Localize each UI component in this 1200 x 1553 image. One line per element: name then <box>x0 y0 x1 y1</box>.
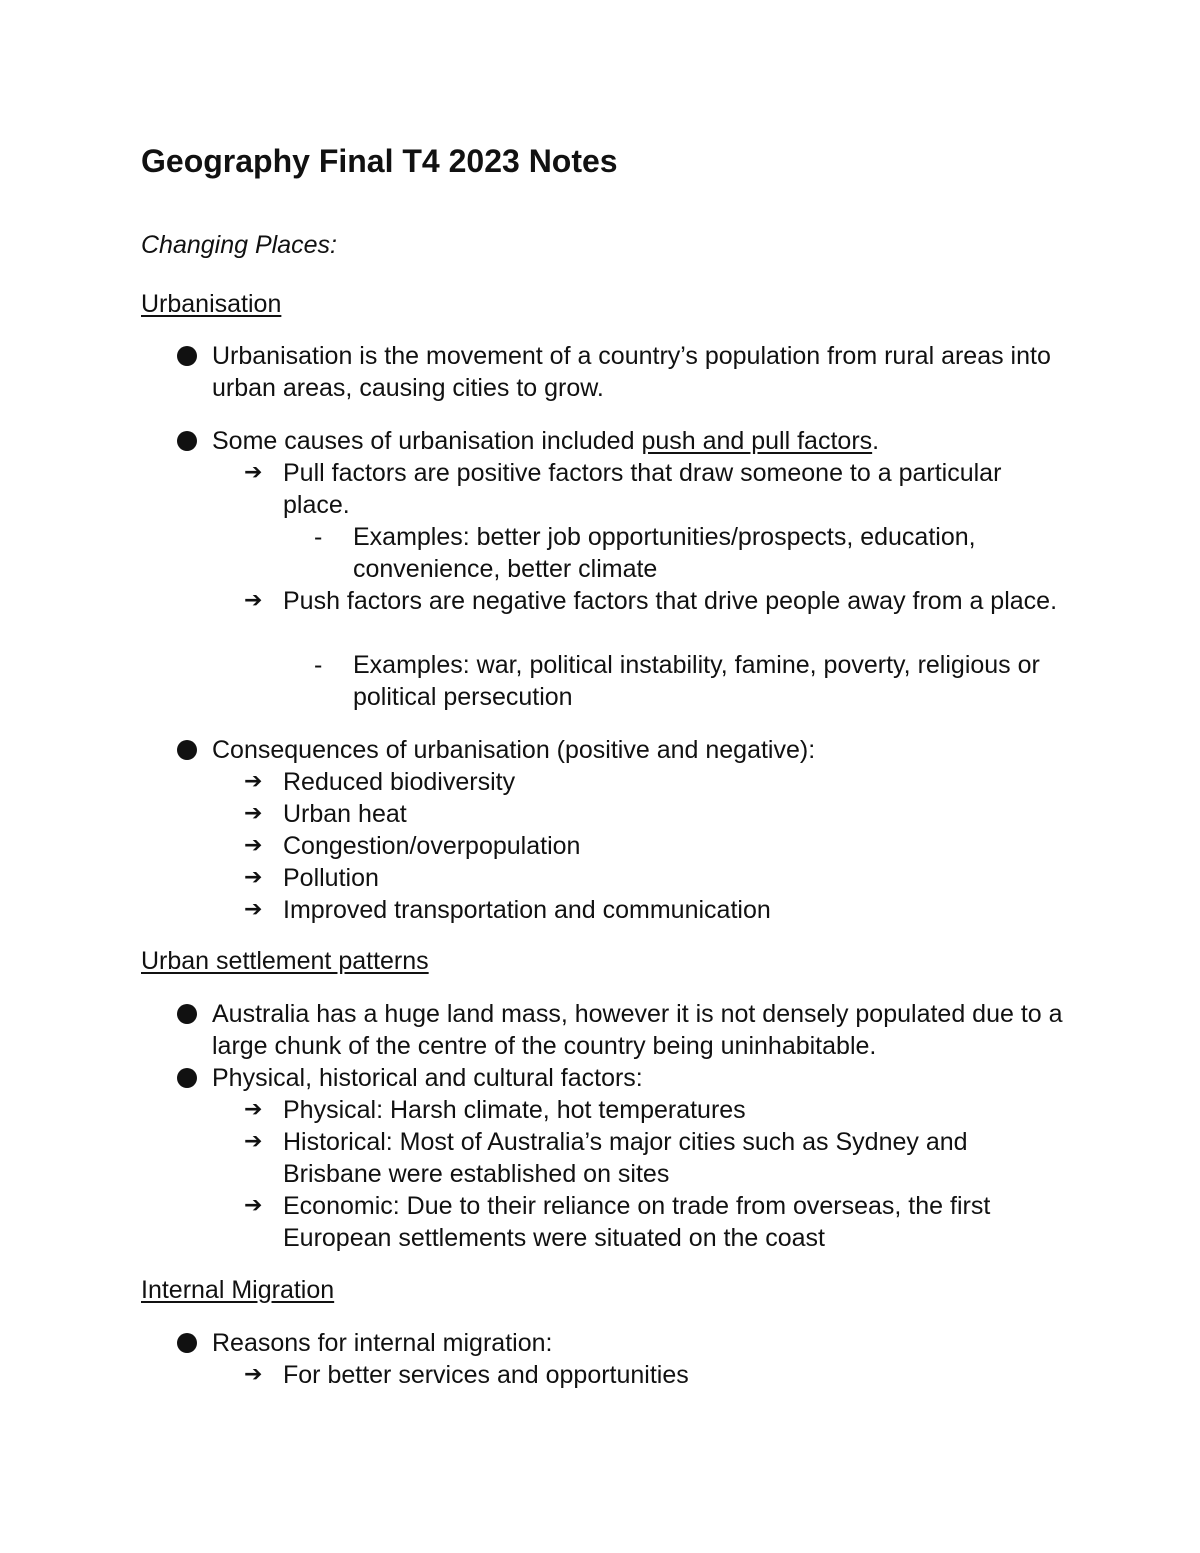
arrow-icon: ➔ <box>244 588 263 613</box>
bullet-icon <box>177 346 197 366</box>
factor-economic: Economic: Due to their reliance on trade from overseas, the first European settlements were situated on the coast <box>283 1192 991 1252</box>
bullet-australia-land-mass: Australia has a huge land mass, however it is not densely populated due to a large chunk of the centre of the country being uninhabitable. <box>212 1000 1063 1060</box>
document-title: Geography Final T4 2023 Notes <box>141 143 618 179</box>
heading-urban-settlement-patterns: Urban settlement patterns <box>141 947 429 975</box>
consequence-item: Congestion/overpopulation <box>283 832 581 860</box>
reason-item: For better services and opportunities <box>283 1361 689 1389</box>
consequence-item: Pollution <box>283 864 379 892</box>
bullet-consequences: Consequences of urbanisation (positive and negative): <box>212 736 816 764</box>
bullet-causes <box>212 425 1072 457</box>
arrow-icon: ➔ <box>244 1193 263 1218</box>
factor-historical: Historical: Most of Australia’s major cities such as Sydney and Brisbane were established on sites <box>283 1128 968 1188</box>
push-examples: Examples: war, political instability, famine, poverty, religious or political persecution <box>353 651 1040 711</box>
arrow-icon: ➔ <box>244 897 263 922</box>
bullet-icon <box>177 1068 197 1088</box>
causes-period: . <box>872 427 880 455</box>
subtitle-changing-places: Changing Places: <box>141 231 337 259</box>
bullet-icon <box>177 1004 197 1024</box>
sub-pull-factors: Pull factors are positive factors that draw someone to a particular place. <box>283 459 1002 519</box>
arrow-icon: ➔ <box>244 833 263 858</box>
dash-icon: - <box>314 523 323 551</box>
factor-physical: Physical: Harsh climate, hot temperatures <box>283 1096 746 1124</box>
bullet-icon <box>177 1333 197 1353</box>
pull-examples: Examples: better job opportunities/prospects, education, convenience, better climate <box>353 523 976 583</box>
arrow-icon: ➔ <box>244 865 263 890</box>
causes-text: Some causes of urbanisation included <box>212 427 642 455</box>
heading-urbanisation: Urbanisation <box>141 290 282 318</box>
bullet-icon <box>177 740 197 760</box>
bullet-urbanisation-definition: Urbanisation is the movement of a country’s population from rural areas into urban areas, causing cities to grow. <box>212 342 1051 402</box>
consequence-item: Reduced biodiversity <box>283 768 516 796</box>
arrow-icon: ➔ <box>244 801 263 826</box>
consequence-item: Improved transportation and communication <box>283 896 771 924</box>
arrow-icon: ➔ <box>244 1362 263 1387</box>
arrow-icon: ➔ <box>244 769 263 794</box>
sub-push-factors: Push factors are negative factors that drive people away from a place. <box>283 587 1058 615</box>
dash-icon: - <box>314 651 323 679</box>
arrow-icon: ➔ <box>244 460 263 485</box>
bullet-reasons-internal-migration: Reasons for internal migration: <box>212 1329 553 1357</box>
arrow-icon: ➔ <box>244 1129 263 1154</box>
heading-internal-migration: Internal Migration <box>141 1276 335 1304</box>
bullet-icon <box>177 431 197 451</box>
bullet-factors: Physical, historical and cultural factors: <box>212 1064 643 1092</box>
push-pull-factors-text: push and pull factors <box>641 427 873 455</box>
consequence-item: Urban heat <box>283 800 407 828</box>
arrow-icon: ➔ <box>244 1097 263 1122</box>
